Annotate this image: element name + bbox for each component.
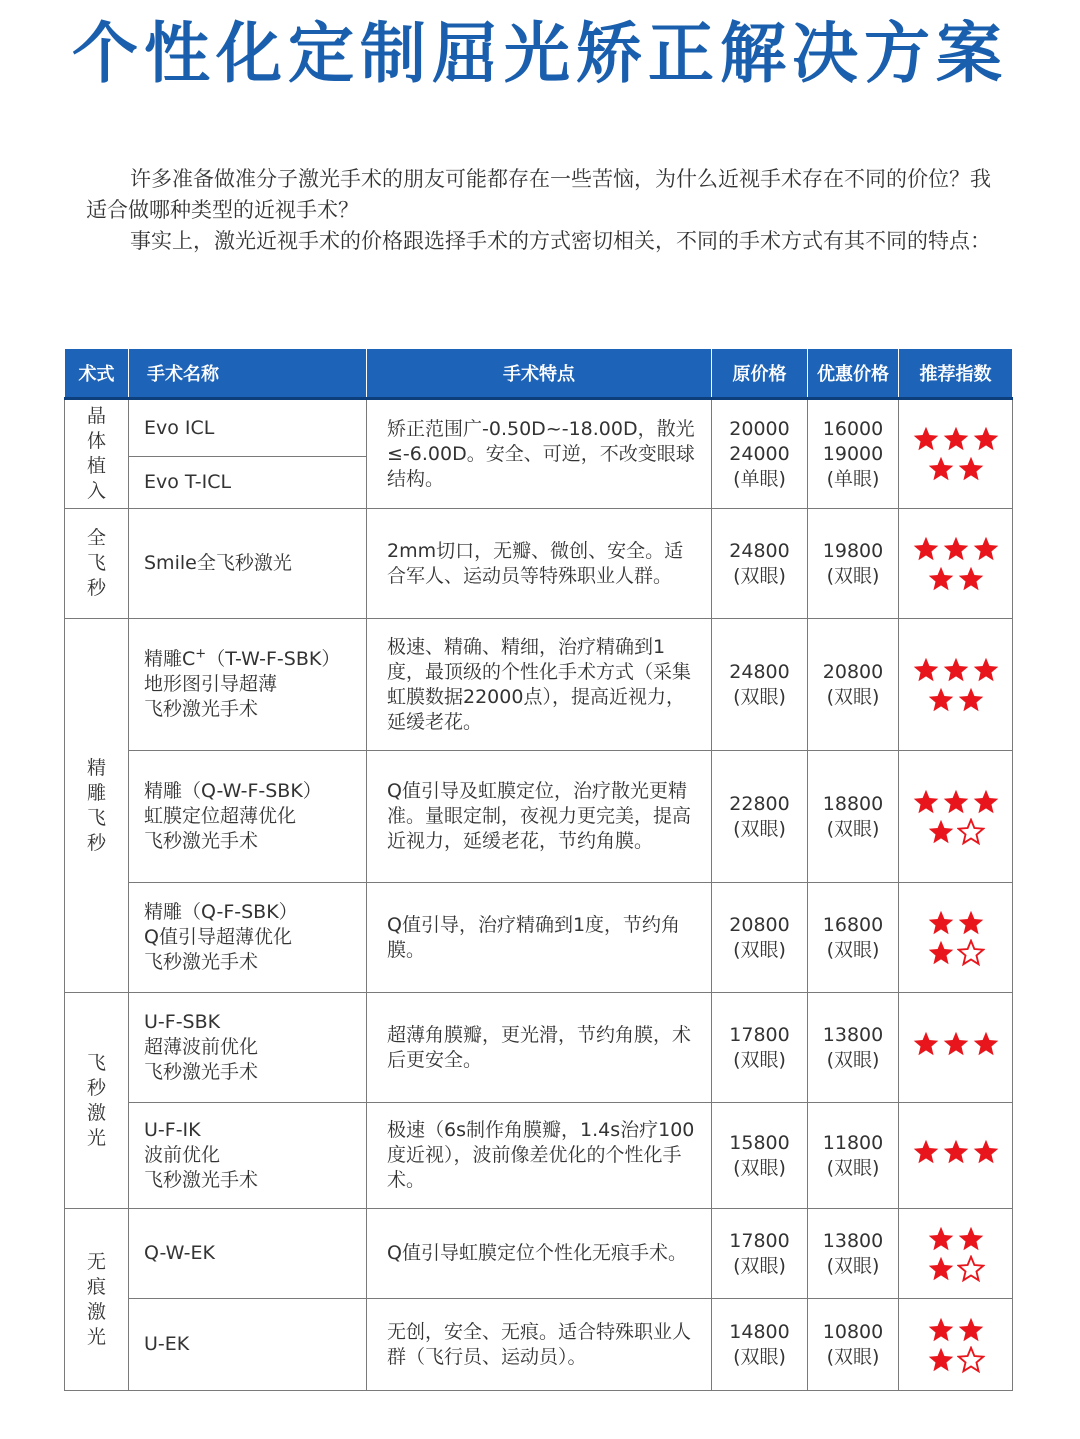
surgery-name-line [144,647,360,672]
category-cell [65,509,129,619]
price-line: 24000 [729,442,790,465]
surgery-name-prefix: 精雕C [144,648,196,670]
surgery-name-line: U-F-IK [144,1119,201,1141]
table-row [65,1209,1013,1299]
rating-cell [899,1103,1013,1209]
star-row [927,1316,985,1344]
table-header-row [65,349,1013,399]
surgery-name-line: Smile全飞秒激光 [144,552,292,574]
rating-stars [912,535,1000,593]
category-label: 全飞秒 [86,527,106,599]
price-line: 19800 [822,539,884,562]
header-name: 手术名称 [129,349,367,399]
star-filled-icon [912,788,940,816]
table-row [65,993,1013,1103]
surgery-name-line: 精雕（Q-W-F-SBK） [144,780,322,802]
discount-price-cell [808,399,899,509]
star-filled-icon [942,1138,970,1166]
rating-cell [899,399,1013,509]
star-filled-icon [957,455,985,483]
price-line: (双眼) [826,938,880,961]
star-shape [958,819,983,842]
surgery-name-cell [129,1299,367,1391]
rating-stars [927,1225,985,1283]
original-price-cell [712,1299,808,1391]
rating-stars [912,425,1000,483]
star-shape [928,910,953,933]
star-filled-icon [912,425,940,453]
star-shape [943,1032,968,1055]
price-line: 15800 [729,1131,790,1154]
features-cell: Q值引导，治疗精确到1度，节约角膜。 [367,883,712,993]
surgery-name-line: 精雕（Q-F-SBK） [144,901,298,923]
star-filled-icon [972,1138,1000,1166]
surgery-name-line: 飞秒激光手术 [144,830,259,852]
discount-price-cell [808,1103,899,1209]
star-filled-icon [942,425,970,453]
star-outline-icon [957,818,985,846]
rating-stars [927,909,985,967]
price-line: (双眼) [826,685,880,708]
page-title: 个性化定制屈光矫正解决方案 [72,15,1008,92]
surgery-name-line: U-F-SBK [144,1011,221,1033]
surgery-price-table [64,348,1013,1391]
surgery-name-cell [129,883,367,993]
features-cell: 极速（6s制作角膜瓣，1.4s治疗100度近视），波前像差优化的个性化手术。 [367,1103,712,1209]
price-line: 22800 [729,792,790,815]
features-cell: 2mm切口，无瓣、微创、安全。适合军人、运动员等特殊职业人群。 [367,509,712,619]
surgery-name-line: U-EK [144,1333,190,1355]
category-label: 无痕激光 [86,1250,106,1348]
header-original-price: 原价格 [712,349,808,399]
star-row [927,818,985,846]
star-row [927,909,985,937]
header-category: 术式 [65,349,129,399]
price-line: (双眼) [733,1048,786,1071]
surgery-name-line: Q值引导超薄优化 [144,926,292,948]
star-shape [973,1032,998,1055]
surgery-name-cell [129,399,367,457]
price-line: (双眼) [733,817,786,840]
star-row [927,1225,985,1253]
surgery-name-line: 飞秒激光手术 [144,698,259,720]
price-line: (双眼) [826,1254,880,1277]
star-shape [958,1256,983,1279]
star-shape [928,1347,953,1370]
category-cell [65,619,129,993]
price-line: 13800 [822,1023,884,1046]
original-price-cell [712,883,808,993]
table-row [65,509,1013,619]
intro-paragraph-2: 事实上，激光近视手术的价格跟选择手术的方式密切相关，不同的手术方式有其不同的特点： [130,229,991,253]
star-filled-icon [927,686,955,714]
star-outline-icon [957,1255,985,1283]
price-line: (双眼) [826,1048,880,1071]
surgery-name-line: 虹膜定位超薄优化 [144,805,297,827]
star-shape [958,457,983,480]
features-cell: Q值引导虹膜定位个性化无痕手术。 [367,1209,712,1299]
star-row [927,455,985,483]
star-shape [913,657,938,680]
star-shape [958,940,983,963]
star-outline-icon [957,1346,985,1374]
surgery-name-line: Evo T-ICL [144,471,232,493]
star-row [912,1030,1000,1058]
star-shape [958,1347,983,1370]
rating-stars [927,1316,985,1374]
star-row [912,1138,1000,1166]
discount-price-cell [808,1209,899,1299]
star-shape [958,687,983,710]
price-line: 24800 [729,539,790,562]
price-line: 20800 [822,660,884,683]
star-shape [973,427,998,450]
star-filled-icon [927,1255,955,1283]
star-shape [973,789,998,812]
surgery-name-line: 飞秒激光手术 [144,951,259,973]
star-row [912,788,1000,816]
price-line: (双眼) [733,1156,786,1179]
original-price-cell [712,751,808,883]
rating-stars [912,1138,1000,1166]
star-row [927,686,985,714]
price-line: (双眼) [826,1156,880,1179]
star-row [927,565,985,593]
rating-cell [899,619,1013,751]
star-filled-icon [972,535,1000,563]
features-cell: 超薄角膜瓣，更光滑，节约角膜，术后更安全。 [367,993,712,1103]
star-shape [943,789,968,812]
star-shape [943,657,968,680]
star-filled-icon [927,1316,955,1344]
price-line: 13800 [822,1229,884,1252]
star-filled-icon [912,535,940,563]
star-shape [928,457,953,480]
discount-price-cell [808,619,899,751]
discount-price-cell [808,509,899,619]
star-shape [928,940,953,963]
star-filled-icon [957,909,985,937]
price-line: (单眼) [826,467,880,490]
star-shape [958,566,983,589]
star-shape [928,1317,953,1340]
discount-price-cell [808,751,899,883]
rating-cell [899,751,1013,883]
table-row [65,1299,1013,1391]
price-line: 20800 [729,913,790,936]
star-shape [928,819,953,842]
star-row [912,656,1000,684]
surgery-name-line: 波前优化 [144,1144,221,1166]
price-line: (双眼) [733,564,786,587]
star-row [927,1255,985,1283]
price-line: 14800 [729,1320,790,1343]
surgery-name-line: 飞秒激光手术 [144,1169,259,1191]
price-line: 18800 [822,792,884,815]
price-line: (双眼) [826,564,880,587]
star-filled-icon [942,656,970,684]
star-filled-icon [957,686,985,714]
star-shape [943,536,968,559]
star-shape [913,427,938,450]
surgery-name-line: 地形图引导超薄 [144,673,278,695]
table-row [65,619,1013,751]
price-line: 20000 [729,417,790,440]
price-line: (双眼) [733,685,786,708]
rating-cell [899,1299,1013,1391]
header-rating: 推荐指数 [899,349,1013,399]
star-shape [943,1140,968,1163]
star-filled-icon [927,455,955,483]
table-row [65,751,1013,883]
original-price-cell [712,619,808,751]
category-cell [65,1209,129,1391]
price-line: (双眼) [826,817,880,840]
price-line: (双眼) [733,1254,786,1277]
features-cell: 无创，安全、无痕。适合特殊职业人群（飞行员、运动员）。 [367,1299,712,1391]
star-filled-icon [912,1030,940,1058]
original-price-cell [712,399,808,509]
star-shape [913,536,938,559]
star-shape [928,566,953,589]
price-line: 11800 [822,1131,884,1154]
star-shape [928,687,953,710]
star-shape [973,1140,998,1163]
star-row [927,1346,985,1374]
surgery-name-line: 飞秒激光手术 [144,1061,259,1083]
table-row [65,1103,1013,1209]
price-line: 16800 [822,913,884,936]
surgery-name-line: 超薄波前优化 [144,1036,259,1058]
star-row [927,939,985,967]
surgery-name-suffix: （T-W-F-SBK） [206,648,341,670]
surgery-name-cell [129,1209,367,1299]
star-filled-icon [942,788,970,816]
price-line: 10800 [822,1320,884,1343]
star-filled-icon [972,1030,1000,1058]
star-row [912,535,1000,563]
star-filled-icon [927,565,955,593]
star-shape [958,910,983,933]
star-shape [913,789,938,812]
star-filled-icon [972,656,1000,684]
surgery-name-line: Q-W-EK [144,1242,215,1264]
features-cell: 极速、精确、精细，治疗精确到1度，最顶级的个性化手术方式（采集虹膜数据22000点），提高近视力，延缓老花。 [367,619,712,751]
features-cell: Q值引导及虹膜定位，治疗散光更精准。量眼定制，夜视力更完美，提高近视力，延缓老花，节约角膜。 [367,751,712,883]
price-line: 17800 [729,1023,790,1046]
price-line: (双眼) [733,938,786,961]
original-price-cell [712,509,808,619]
header-features: 手术特点 [367,349,712,399]
price-line: 19000 [822,442,884,465]
discount-price-cell [808,993,899,1103]
star-shape [913,1032,938,1055]
discount-price-cell [808,883,899,993]
star-filled-icon [927,939,955,967]
star-filled-icon [972,788,1000,816]
star-filled-icon [972,425,1000,453]
rating-cell [899,509,1013,619]
surgery-name-cell [129,509,367,619]
star-filled-icon [927,1346,955,1374]
star-filled-icon [957,565,985,593]
rating-stars [912,788,1000,846]
price-line: 24800 [729,660,790,683]
rating-cell [899,883,1013,993]
surgery-name-cell [129,751,367,883]
star-outline-icon [957,939,985,967]
star-shape [973,536,998,559]
star-filled-icon [927,909,955,937]
category-label: 精雕飞秒 [86,756,106,854]
star-filled-icon [942,535,970,563]
features-cell: 矫正范围广-0.50D~-18.00D，散光≤-6.00D。安全、可逆，不改变眼球结构。 [367,399,712,509]
header-discount-price: 优惠价格 [808,349,899,399]
star-filled-icon [957,1316,985,1344]
rating-stars [912,1030,1000,1058]
original-price-cell [712,1209,808,1299]
surgery-name-line: Evo ICL [144,416,215,439]
surgery-name-cell [129,619,367,751]
star-filled-icon [927,818,955,846]
surgery-name-cell [129,1103,367,1209]
star-shape [958,1226,983,1249]
price-line: (双眼) [826,1345,880,1368]
rating-stars [912,656,1000,714]
star-filled-icon [912,656,940,684]
star-filled-icon [957,1225,985,1253]
surgery-name-sup: + [195,646,207,662]
star-shape [928,1226,953,1249]
star-shape [958,1317,983,1340]
star-filled-icon [942,1030,970,1058]
rating-cell [899,1209,1013,1299]
rating-cell [899,993,1013,1103]
discount-price-cell [808,1299,899,1391]
category-cell [65,399,129,509]
star-shape [928,1256,953,1279]
original-price-cell [712,993,808,1103]
price-line: (单眼) [733,467,786,490]
star-shape [913,1140,938,1163]
price-line: 16000 [822,417,884,440]
table-row [65,399,1013,457]
surgery-name-cell [129,993,367,1103]
intro-text [86,164,1006,257]
category-label: 晶体植入 [86,405,106,502]
star-shape [973,657,998,680]
star-row [912,425,1000,453]
table-row [65,883,1013,993]
star-shape [943,427,968,450]
original-price-cell [712,1103,808,1209]
intro-paragraph-1: 许多准备做准分子激光手术的朋友可能都存在一些苦恼，为什么近视手术存在不同的价位？我适合做哪种类型的近视手术？ [86,167,991,222]
category-cell [65,993,129,1209]
star-filled-icon [927,1225,955,1253]
star-filled-icon [912,1138,940,1166]
surgery-name-cell [129,457,367,509]
category-label: 飞秒激光 [86,1051,106,1149]
price-line: (双眼) [733,1345,786,1368]
price-line: 17800 [729,1229,790,1252]
